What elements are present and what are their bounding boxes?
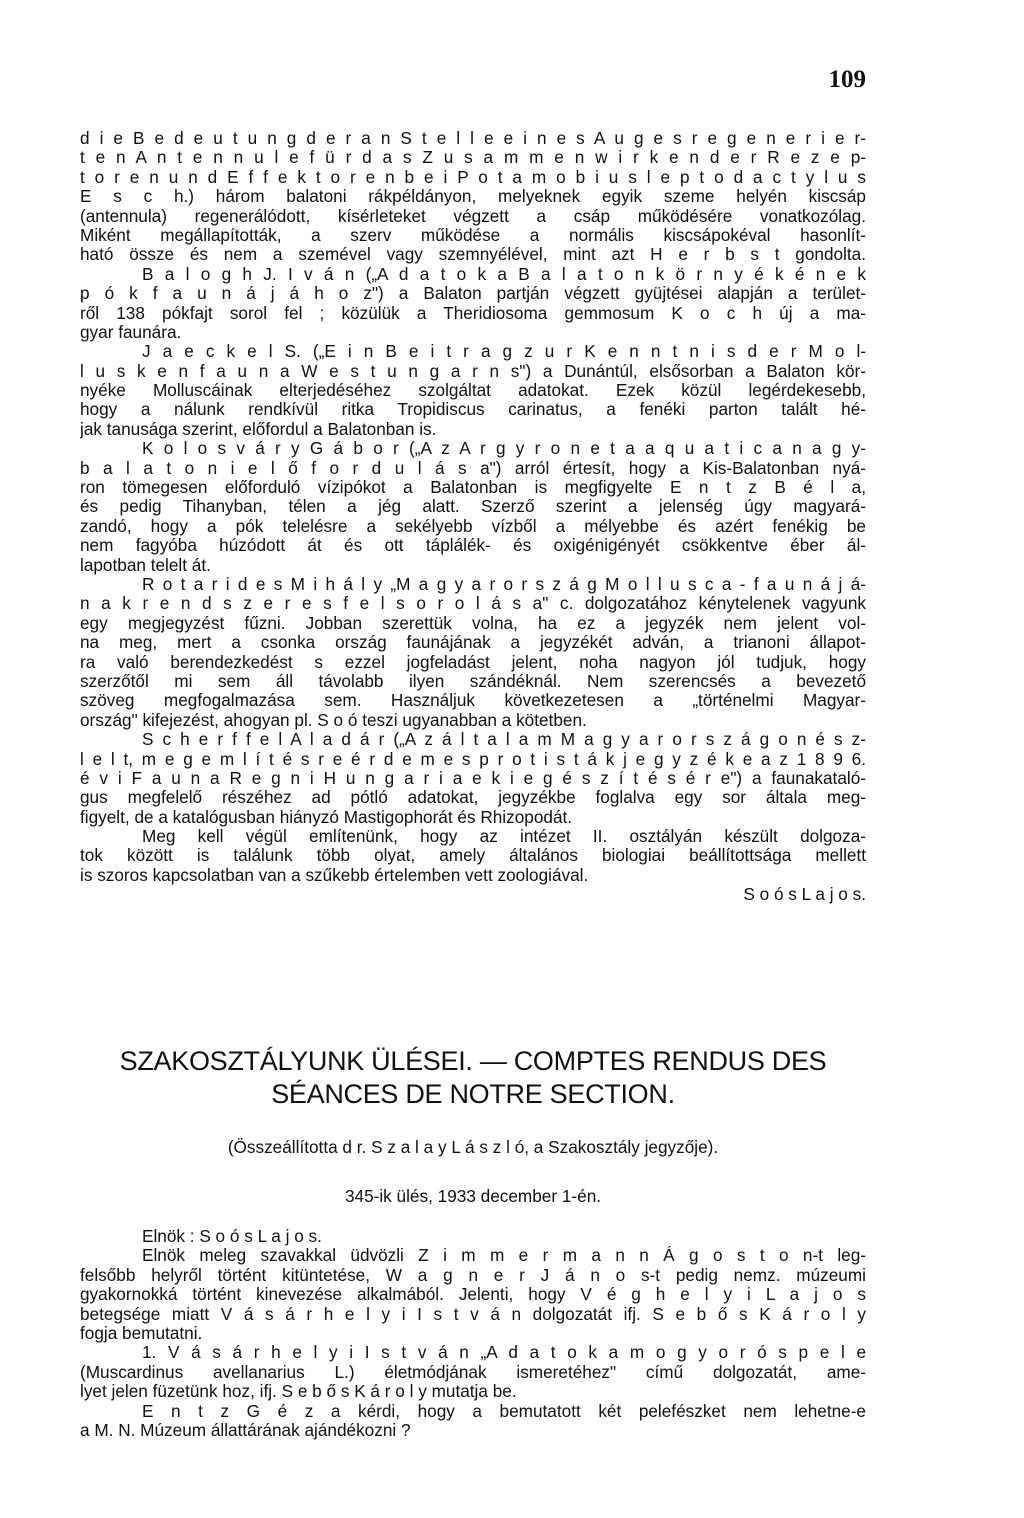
text-line: és pedig Tihanyban, télen a jég alatt. Szerző szerint a jelenség úgy magyará- (80, 497, 866, 517)
text-line: E n t z G é z a kérdi, hogy a bemutatott két pelefészket nem lehetne-e (142, 1401, 866, 1421)
article-body (80, 129, 866, 905)
text-line: n a k r e n d s z e r e s f e l s o r o l á s a" c. dolgozatához kénytelenek vagyunk (80, 594, 866, 614)
compiler-line: (Összeállította d r. S z a l a y L á s z l ó, a Szakosztály jegyzője). (227, 1137, 719, 1157)
meeting-heading: 345-ik ülés, 1933 december 1-én. (344, 1186, 602, 1206)
text-line: B a l o g h J. I v á n („A d a t o k a B a l a t o n k ö r n y é k é n e k (142, 264, 866, 284)
text-line: lyet jelen füzetünk hoz, ifj. S e b ő s K á r o l y mutatja be. (80, 1382, 517, 1402)
text-line: a M. N. Múzeum állattárának ajándékozni ? (80, 1420, 411, 1440)
text-line: J a e c k e l S. („E i n B e i t r a g z u r K e n n t n i s d e r M o l- (142, 342, 866, 362)
text-line: t e n A n t e n n u l e f ü r d a s Z u s a m m e n w i r k e n d e r R e z e p- (80, 148, 866, 168)
text-line: Miként megállapították, a szerv működése a normális kiscsápokéval hasonlít- (80, 225, 866, 245)
text-line: Elnök : S o ó s L a j o s. (142, 1227, 322, 1246)
text-line: é v i F a u n a R e g n i H u n g a r i a e k i e g é s z í t é s é r e") a faunakataló- (80, 768, 866, 788)
text-line: ország" kifejezést, ahogyan pl. S o ó teszi ugyanabban a kötetben. (80, 710, 587, 730)
page-number: 109 (828, 66, 866, 93)
text-line: (antennula) regenerálódott, kísérleteket végzett a csáp működésére vonatkozólag. (80, 206, 866, 226)
text-line: l u s k e n f a u n a W e s t u n g a r n s") a Dunántúl, elsősorban a Balaton kör- (80, 361, 866, 381)
text-line: na meg, mert a csonka ország faunájának a jegyzékét adván, a trianoni állapot- (80, 633, 866, 653)
text-line: t o r e n u n d E f f e k t o r e n b e i P o t a m o b i u s l e p t o d a c t y l u s (80, 167, 866, 187)
section-title-line-2: SÉANCES DE NOTRE SECTION. (271, 1079, 675, 1109)
text-line: d i e B e d e u t u n g d e r a n S t e l l e e i n e s A u g e s r e g e n e r i e r- (80, 129, 866, 148)
text-line: nyéke Molluscáinak elterjedéséhez szolgáltat adatokat. Ezek közül legérdekesebb, (80, 381, 866, 401)
minutes-body (80, 1227, 866, 1440)
text-line: K o l o s v á r y G á b o r („A z A r g y r o n e t a a q u a t i c a n a g y- (142, 439, 866, 459)
text-line: Meg kell végül említenünk, hogy az intézet II. osztályán készült dolgoza- (142, 827, 866, 847)
text-line: ről 138 pókfajt sorol fel ; közülük a Theridiosoma gemmosum K o c h új a ma- (80, 303, 866, 323)
text-line: figyelt, de a katalógusban hiányzó Mastigophorát és Rhizopodát. (80, 807, 573, 827)
text-line: zandó, hogy a pók telelésre a sekélyebb vízből a mélyebbe és azért fenékig be (80, 516, 866, 536)
text-line: E s c h.) három balatoni rákpéldányon, melyeknek egyik szeme helyén kiscsáp (80, 187, 866, 207)
text-line: tok között is találunk több olyat, amely általános biologiai beállítottsága mellett (80, 846, 866, 866)
text-line: hogy a nálunk rendkívül ritka Tropidiscus carinatus, a fenéki parton talált hé- (80, 400, 866, 420)
section-title-line-1: SZAKOSZTÁLYUNK ÜLÉSEI. — COMPTES RENDUS DES (119, 1046, 827, 1076)
text-line: is szoros kapcsolatban van a szűkebb értelemben vett zoologiával. (80, 865, 589, 885)
author-signature: S o ó s L a j o s. (743, 885, 866, 905)
text-line: szerzőtől mi sem áll távolabb ilyen szándéknál. Nem szerencsés a bevezető (80, 671, 866, 691)
text-line: jak tanusága szerint, előfordul a Balatonban is. (80, 419, 437, 439)
text-line: R o t a r i d e s M i h á l y „M a g y a r o r s z á g M o l l u s c a - f a u n á j á- (142, 574, 866, 594)
text-line: fogja bemutatni. (80, 1323, 203, 1343)
text-line: (Muscardinus avellanarius L.) életmódjának ismeretéhez" című dolgozatát, ame- (80, 1362, 866, 1382)
text-line: egy megjegyzést fűzni. Jobban szerettük volna, ha ez a jegyzék nem jelent vol- (80, 613, 866, 633)
text-line: betegsége miatt V á s á r h e l y i I s t v á n dolgozatát ifj. S e b ő s K á r o l y (80, 1304, 866, 1324)
text-line: ható össze és nem a szemével vagy szemnyélével, mint azt H e r b s t gondolta. (80, 245, 866, 265)
text-line: gus megfelelő részéhez ad pótló adatokat, jegyzékbe foglalva egy sor általa meg- (80, 788, 866, 808)
text-line: 1. V á s á r h e l y i I s t v á n „A d a t o k a m o g y o r ó s p e l e (142, 1343, 866, 1363)
text-line: ra való berendezkedést s ezzel jogfeladást jelent, noha nagyon jól tudjuk, hogy (80, 652, 866, 672)
text-line: ron tömegesen előforduló vízipókot a Balatonban is megfigyelte E n t z B é l a, (80, 478, 866, 498)
text-line: Elnök meleg szavakkal üdvözli Z i m m e r m a n n Á g o s t o n-t leg- (142, 1246, 866, 1266)
text-line: S c h e r f f e l A l a d á r („A z á l t a l a m M a g y a r o r s z á g o n é s z- (142, 730, 866, 750)
text-line: b a l a t o n i e l ő f o r d u l á s a") arról értesít, hogy a Kis-Balatonban nyá- (80, 458, 866, 478)
text-line: nem fagyóba húzódott át és ott táplálék- és oxigénigényét csökkentve éber ál- (80, 536, 866, 556)
text-line: szöveg megfogalmazása sem. Használjuk következetesen a „történelmi Magyar- (80, 691, 866, 711)
text-line: gyar faunára. (80, 322, 182, 342)
text-line: lapotban telelt át. (80, 555, 211, 575)
text-line: gyakornokká történt kinevezése alkalmából. Jelenti, hogy V é g h e l y i L a j o s (80, 1285, 866, 1305)
text-line: l e l t, m e g e m l í t é s r e é r d e m e s p r o t i s t á k j e g y z é k e a z 1 8 9 6. (80, 749, 866, 769)
text-line: felsőbb helyről történt kitüntetése, W a g n e r J á n o s-t pedig nemz. múzeumi (80, 1265, 866, 1285)
text-line: p ó k f a u n á j á h o z") a Balaton partján végzett gyüjtései alapján a terület- (80, 284, 866, 304)
